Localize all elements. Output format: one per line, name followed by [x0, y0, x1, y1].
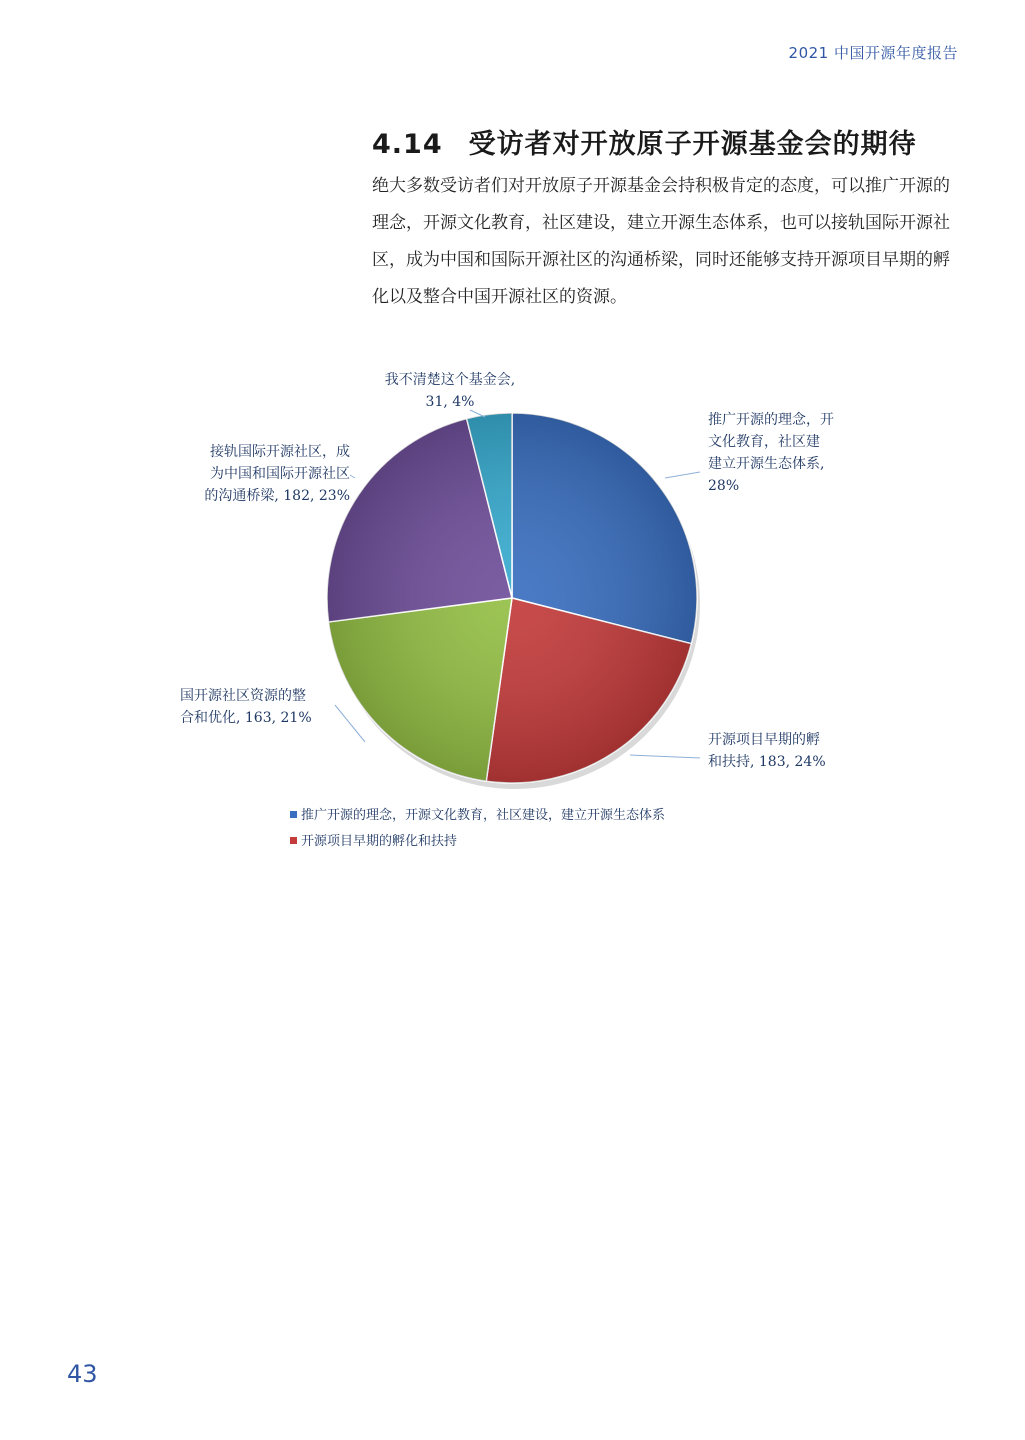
data-label: 国开源社区资源的整 — [180, 688, 306, 704]
data-label-leader — [350, 475, 355, 478]
legend-label: 推广开源的理念，开源文化教育，社区建设，建立开源生态体系 — [301, 808, 666, 823]
data-label-leader — [665, 472, 700, 478]
data-label: 文化教育，社区建 — [708, 434, 820, 450]
page-number: 43 — [67, 1360, 98, 1388]
legend-item — [290, 829, 665, 855]
data-label: 28% — [708, 478, 740, 494]
legend-swatch — [290, 811, 297, 818]
data-label: 和扶持, 183, 24% — [708, 754, 826, 770]
data-label: 建立开源生态体系, — [708, 456, 825, 472]
data-label-leader — [335, 705, 365, 742]
data-label: 我不清楚这个基金会, — [384, 372, 516, 388]
legend-label: 开源项目早期的孵化和扶持 — [301, 834, 458, 849]
data-label: 为中国和国际开源社区 — [210, 466, 350, 482]
running-header: 2021 中国开源年度报告 — [788, 44, 958, 62]
data-label: 31, 4% — [425, 394, 475, 410]
pie-chart — [160, 360, 880, 800]
chart-legend — [290, 803, 665, 855]
data-label-leader — [630, 755, 700, 758]
data-label: 的沟通桥梁, 182, 23% — [204, 488, 350, 504]
data-label: 开源项目早期的孵 — [708, 732, 820, 748]
section-paragraph: 绝大多数受访者们对开放原子开源基金会持积极肯定的态度，可以推广开源的理念，开源文化教育，社区建设，建立开源生态体系，也可以接轨国际开源社区，成为中国和国际开源社区的沟通桥梁，同时还能够支持开源项目早期的孵化以及整合中国开源社区的资源。 — [372, 176, 950, 307]
data-label: 推广开源的理念，开 — [708, 412, 834, 428]
section-heading: 受访者对开放原子开源基金会的期待 — [468, 129, 917, 160]
data-label: 合和优化, 163, 21% — [180, 710, 312, 726]
legend-swatch — [290, 837, 297, 844]
section-number: 4.14 — [372, 129, 443, 160]
pie-slice-shade — [329, 598, 512, 781]
legend-item — [290, 803, 665, 829]
section-title — [372, 122, 917, 161]
data-label: 接轨国际开源社区，成 — [210, 444, 350, 460]
